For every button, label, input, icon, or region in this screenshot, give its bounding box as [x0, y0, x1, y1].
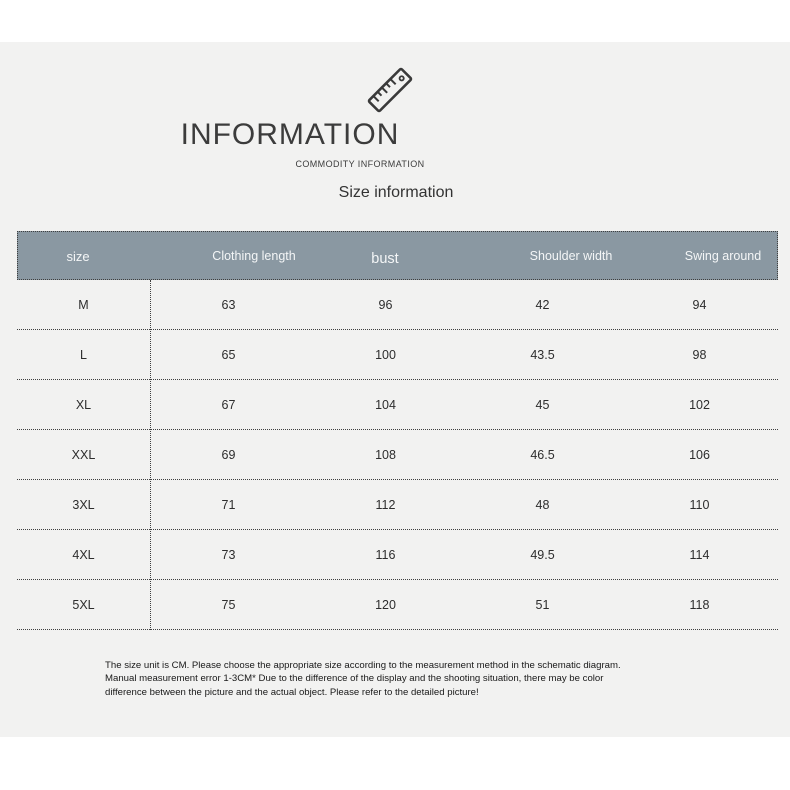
- cell-swing-around: 98: [692, 347, 707, 362]
- table-row: [17, 330, 778, 380]
- section-title: Size information: [338, 184, 454, 201]
- size-note-line: difference between the picture and the actual object. Please refer to the detailed picture!: [105, 686, 479, 698]
- cell-clothing-length: 73: [221, 547, 236, 562]
- cell-bust: 104: [375, 397, 396, 412]
- cell-shoulder-width: 49.5: [530, 547, 555, 562]
- size-note-line: The size unit is CM. Please choose the appropriate size according to the measurement method in the schematic diagram.: [105, 660, 621, 671]
- table-body: [17, 280, 778, 630]
- table-row: [17, 380, 778, 430]
- cell-size: 3XL: [72, 497, 95, 512]
- cell-swing-around: 106: [689, 447, 710, 462]
- cell-size: XL: [75, 397, 92, 412]
- cell-clothing-length: 71: [221, 497, 236, 512]
- cell-size: 5XL: [72, 597, 95, 612]
- cell-shoulder-width: 45: [535, 397, 550, 412]
- cell-swing-around: 102: [689, 397, 710, 412]
- cell-bust: 112: [375, 497, 396, 512]
- cell-shoulder-width: 43.5: [530, 347, 555, 362]
- table-row: [17, 580, 778, 630]
- cell-swing-around: 118: [689, 597, 710, 612]
- size-column-divider: [150, 280, 151, 630]
- page-title: INFORMATION: [180, 118, 400, 151]
- cell-clothing-length: 65: [221, 347, 236, 362]
- cell-bust: 100: [375, 347, 396, 362]
- cell-size: L: [80, 347, 87, 362]
- col-header-shoulder-width: Shoulder width: [529, 249, 613, 263]
- table-header-row: [17, 231, 778, 280]
- col-header-size: size: [66, 249, 90, 264]
- table-row: [17, 480, 778, 530]
- cell-size: 4XL: [72, 547, 95, 562]
- cell-size: XXL: [71, 447, 96, 462]
- cell-swing-around: 114: [689, 547, 710, 562]
- cell-clothing-length: 75: [221, 597, 236, 612]
- cell-bust: 120: [375, 597, 396, 612]
- col-header-swing-around: Swing around: [684, 249, 762, 263]
- cell-swing-around: 110: [689, 497, 710, 512]
- size-table: [17, 231, 778, 630]
- page-subtitle: COMMODITY INFORMATION: [295, 159, 425, 169]
- cell-size: M: [78, 297, 89, 312]
- cell-swing-around: 94: [692, 297, 707, 312]
- col-header-bust: bust: [371, 251, 399, 267]
- table-row: [17, 280, 778, 330]
- cell-shoulder-width: 48: [535, 497, 550, 512]
- size-note-line: Manual measurement error 1-3CM* Due to the difference of the display and the shooting situation, there may be color: [105, 673, 604, 685]
- cell-shoulder-width: 42: [535, 297, 550, 312]
- table-row: [17, 530, 778, 580]
- table-row: [17, 430, 778, 480]
- cell-clothing-length: 63: [221, 297, 236, 312]
- cell-shoulder-width: 51: [535, 597, 550, 612]
- cell-bust: 108: [375, 447, 396, 462]
- col-header-clothing-length: Clothing length: [212, 249, 296, 263]
- cell-clothing-length: 69: [221, 447, 236, 462]
- cell-bust: 116: [375, 547, 396, 562]
- size-note: [105, 659, 665, 699]
- cell-clothing-length: 67: [221, 397, 236, 412]
- cell-bust: 96: [378, 297, 393, 312]
- ruler-icon: [360, 60, 420, 120]
- cell-shoulder-width: 46.5: [530, 447, 555, 462]
